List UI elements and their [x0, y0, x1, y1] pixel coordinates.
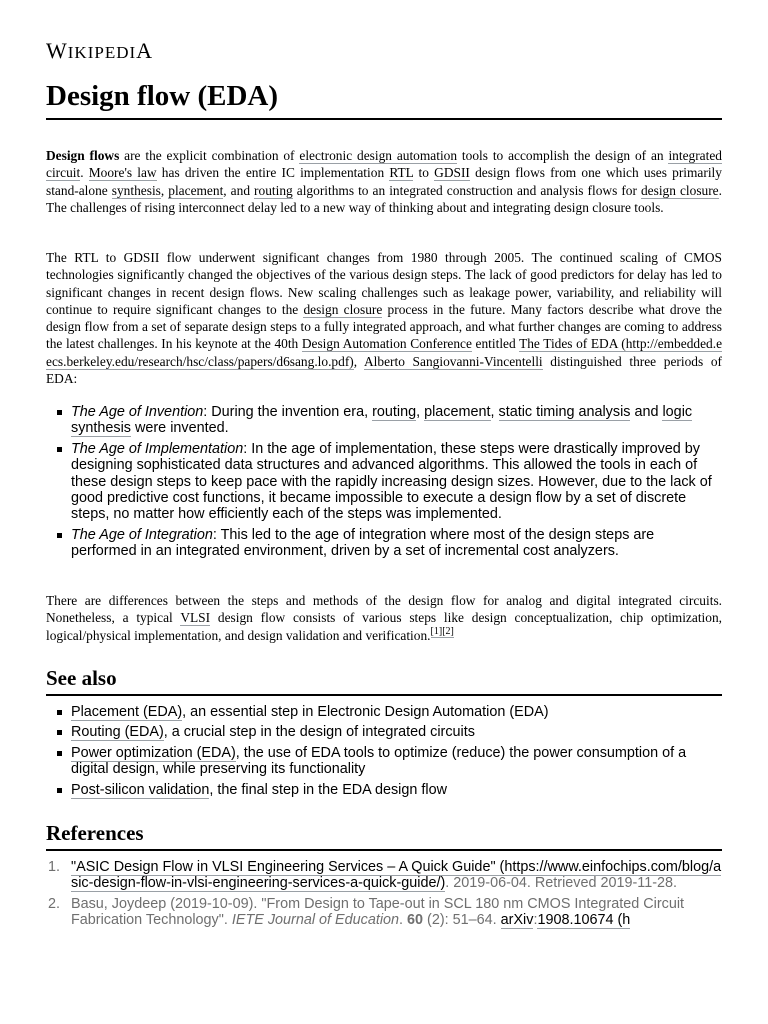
- reference-link[interactable]: "ASIC Design Flow in VLSI Engineering Services – A Quick Guide" (https://www.einfochips.com/blog/asic-design-flow-in-vlsi-engineering-services-a-quick-guide/): [71, 859, 722, 892]
- see-also-list: [46, 704, 722, 802]
- references-heading: References: [46, 820, 722, 851]
- link-post-silicon-validation[interactable]: Post-silicon validation: [71, 781, 210, 798]
- link-static-timing-analysis[interactable]: static timing analysis: [498, 404, 631, 420]
- see-also-heading: See also: [46, 665, 722, 696]
- link-synthesis[interactable]: synthesis: [111, 182, 161, 198]
- link-design-closure[interactable]: design closure: [303, 301, 383, 317]
- bold-term: Design flows: [46, 148, 120, 163]
- history-paragraph: The RTL to GDSII flow underwent significant changes from 1980 through 2005. The continued scaling of CMOS technologies significantly changed the objectives of the various design steps. The lack of good predictors for delay has led to significant changes in recent design flows. New scaling challenges such as leakage power, variability, and reliability will continue to require significant changes to the design closure process in the future. Many factors describe what drove the design flow from a set of separate design steps to a fully integrated approach, and what further changes are coming to address the latest challenges. In his keynote at the 40th Design Automation Conference entitled The Tides of EDA (http://embedded.eecs.berkeley.edu/research/hsc/class/papers/d6sang.lo.pdf), Alberto Sangiovanni-Vincentelli distinguished three periods of EDA:: [46, 250, 723, 387]
- link-integrated-circuit[interactable]: integrated circuit: [46, 148, 722, 181]
- eda-periods-list: [46, 404, 722, 564]
- reference-item: 2. Basu, Joydeep (2019-10-09). "From Design to Tape-out in SCL 180 nm CMOS Integrated Circuit Fabrication Technology". IETE Journal of Education. 60 (2): 51–64. arXiv:1908.10674 (h: [48, 895, 685, 929]
- list-item: Power optimization (EDA), the use of EDA tools to optimize (reduce) the power consumption of a digital design, while preserving its functionality: [46, 745, 722, 778]
- link-tides-of-eda[interactable]: The Tides of EDA (http://embedded.eecs.berkeley.edu/research/hsc/class/papers/d6sang.lo.pdf): [46, 336, 723, 369]
- link-routing[interactable]: routing: [372, 404, 417, 420]
- link-power-optimization-eda[interactable]: Power optimization (EDA): [71, 744, 236, 761]
- link-electronic-design-automation[interactable]: electronic design automation: [299, 148, 458, 163]
- list-item: The Age of Invention: During the invention era, routing, placement, static timing analysis and logic synthesis were invented.: [46, 404, 722, 437]
- link-moores-law[interactable]: Moore's law: [88, 165, 157, 181]
- link-placement-eda[interactable]: Placement (EDA): [71, 704, 183, 720]
- reference-item: 1. "ASIC Design Flow in VLSI Engineering Services – A Quick Guide" (https://www.einfochips.com/blog/asic-design-flow-in-vlsi-engineering-services-a-quick-guide/). 2019-06-04. Retrieved 2019-11-28.: [48, 859, 722, 892]
- link-rtl[interactable]: RTL: [389, 165, 414, 181]
- link-placement[interactable]: placement: [424, 404, 491, 420]
- link-design-automation-conference[interactable]: Design Automation Conference: [301, 336, 472, 352]
- citation-2[interactable]: [2]: [442, 626, 454, 638]
- link-placement[interactable]: placement: [168, 182, 224, 198]
- link-arxiv-id[interactable]: 1908.10674 (h: [537, 912, 631, 929]
- link-gdsii[interactable]: GDSII: [434, 165, 470, 181]
- link-routing-eda[interactable]: Routing (EDA): [71, 724, 164, 741]
- link-design-closure[interactable]: design closure: [640, 182, 719, 198]
- link-routing[interactable]: routing: [254, 182, 293, 198]
- link-alberto-sangiovanni-vincentelli[interactable]: Alberto Sangiovanni-Vincentelli: [364, 353, 543, 369]
- citation-1[interactable]: [1]: [430, 626, 443, 638]
- intro-paragraph: Design flows are the explicit combination of electronic design automation tools to accomplish the design of an integrated circuit. Moore's law has driven the entire IC implementation RTL to GDSII design flows from one which uses primarily stand-alone synthesis, placement, and routing algorithms to an integrated construction and analysis flows for design closure. The challenges of rising interconnect delay led to a new way of thinking about and integrating design closure tools.: [46, 148, 722, 215]
- link-logic-synthesis[interactable]: logic synthesis: [71, 404, 693, 437]
- wikipedia-logo[interactable]: WIKIPEDIA: [46, 38, 154, 63]
- vlsi-paragraph: There are differences between the steps and methods of the design flow for analog and digital integrated circuits. Nonetheless, a typical VLSI design flow consists of various steps like design conceptualization, chip optimization, logical/physical implementation, and design validation and verification.[1][2]: [46, 593, 722, 643]
- list-item: The Age of Integration: This led to the age of integration where most of the design steps are performed in an integrated environment, driven by a set of incremental cost analyzers.: [46, 527, 722, 560]
- list-item: Post-silicon validation, the final step in the EDA design flow: [46, 782, 722, 798]
- list-item: The Age of Implementation: In the age of implementation, these steps were drastically improved by designing sophisticated data structures and advanced algorithms. This allowed the tools in each of these design steps to keep pace with the rapidly increasing design sizes. However, due to the lack of good predictive cost functions, it became impossible to execute a design flow by a set of discrete steps, no matter how efficiently each of the steps was implemented.: [46, 441, 722, 523]
- list-item: Routing (EDA), a crucial step in the design of integrated circuits: [46, 724, 722, 740]
- link-vlsi[interactable]: VLSI: [180, 610, 211, 626]
- references-list: [46, 859, 722, 933]
- list-item: Placement (EDA), an essential step in Electronic Design Automation (EDA): [46, 704, 722, 720]
- link-arxiv[interactable]: arXiv: [500, 912, 534, 929]
- page-title: Design flow (EDA): [46, 78, 722, 120]
